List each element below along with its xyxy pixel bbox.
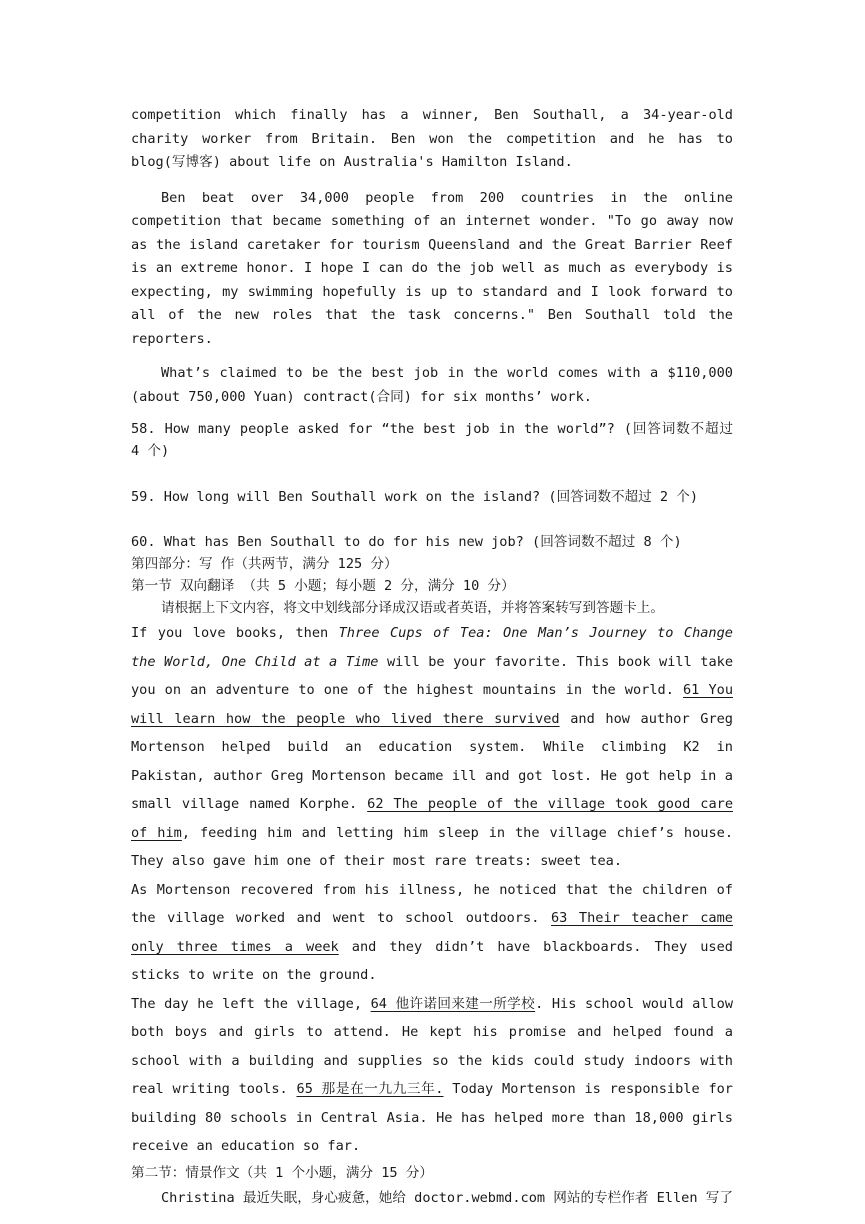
translation-text: If you love books, then	[131, 625, 339, 641]
section1-heading: 第一节 双向翻译 （共 5 小题；每小题 2 分，满分 10 分）	[131, 578, 515, 594]
exam-page	[131, 104, 733, 1211]
part4-heading: 第四部分：写 作（共两节，满分 125 分）	[131, 556, 398, 572]
writing-prompt: Christina 最近失眠，身心疲惫，她给 doctor.webmd.com 网站的专栏作者 Ellen 写了	[161, 1189, 733, 1206]
translation-text: Today Mortenson is responsible for building 80 schools in Central Asia. He has helped more than 18,000 girls receive an education so far.	[131, 1081, 733, 1154]
translation-paragraph-3	[131, 990, 733, 1161]
question-58: 58. How many people asked for “the best job in the world”? (回答词数不超过 4 个)	[131, 421, 733, 459]
section2-heading: 第二节：情景作文（共 1 个小题，满分 15 分）	[131, 1164, 433, 1181]
passage-paragraph-1: competition which finally has a winner, Ben Southall, a 34-year-old charity worker from Britain. Ben won the competition and he has to blog(写博客) about life on Australia's Hamilton Island.	[131, 107, 733, 170]
translation-text: will be your favorite. This book will take you on an adventure to one of the highest mountains in the world.	[131, 653, 734, 698]
question-59: 59. How long will Ben Southall work on the island? (回答词数不超过 2 个)	[131, 489, 699, 505]
underlined-sentence-63: 63 Their teacher came only three times a week	[131, 910, 733, 955]
translation-text: and they didn’t have blackboards. They used sticks to write on the ground.	[131, 938, 733, 983]
translation-paragraph-1	[131, 619, 733, 876]
underlined-sentence-65: 65 那是在一九九三年.	[296, 1081, 444, 1097]
question-60: 60. What has Ben Southall to do for his new job? (回答词数不超过 8 个)	[131, 534, 682, 550]
underlined-sentence-61: 61 You will learn how the people who lived there survived	[131, 682, 733, 727]
translation-text: As Mortenson recovered from his illness, he noticed that the children of the village worked and went to school outdoors.	[131, 881, 733, 926]
underlined-sentence-64: 64 他许诺回来建一所学校	[370, 995, 536, 1012]
translation-text: . His school would allow both boys and girls to attend. He kept his promise and helped found a school with a building and supplies so the kids could study indoors with real writing tools.	[131, 995, 734, 1097]
passage-paragraph-3: What’s claimed to be the best job in the world comes with a $110,000 (about 750,000 Yuan) contract(合同) for six months’ work.	[131, 365, 733, 405]
translation-paragraph-2	[131, 876, 733, 990]
translation-text: The day he left the village,	[131, 995, 371, 1012]
translation-instruction: 请根据上下文内容，将文中划线部分译成汉语或者英语，并将答案转写到答题卡上。	[161, 600, 664, 616]
underlined-sentence-62: 62 The people of the village took good care of him	[131, 796, 734, 841]
passage-paragraph-2: Ben beat over 34,000 people from 200 countries in the online competition that became something of an internet wonder. "To go away now as the island caretaker for tourism Queensland and the Great Barrier Reef is an extreme honor. I hope I can do the job well as much as everybody is expecting, my swimming hopefully is up to standard and I look forward to all of the new roles that the task concerns." Ben Southall told the reporters.	[131, 189, 733, 347]
translation-text: , feeding him and letting him sleep in the village chief’s house. They also gave him one of their most rare treats: sweet tea.	[131, 824, 734, 869]
translation-text: and how author Greg Mortenson helped build an education system. While climbing K2 in Pakistan, author Greg Mortenson became ill and got lost. He got help in a small village named Korphe.	[131, 710, 733, 812]
book-title: Three Cups of Tea: One Man’s Journey to Change the World, One Child at a Time	[131, 625, 733, 670]
